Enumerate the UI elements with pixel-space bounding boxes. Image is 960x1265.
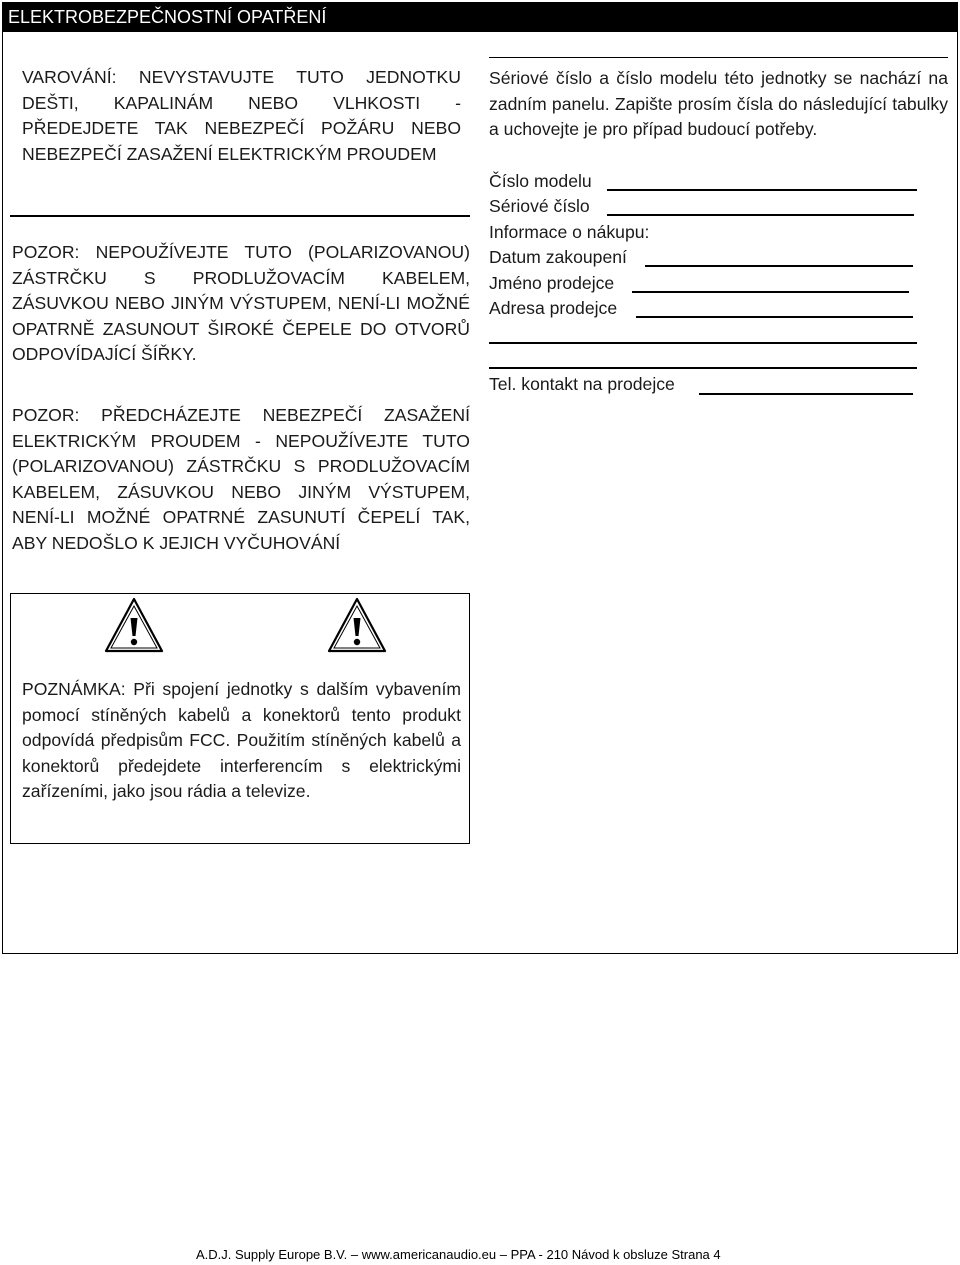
dealer-address-field-line-3[interactable] [489,367,917,369]
purchase-info-label: Informace o nákupu: [489,222,650,242]
dealer-phone-label: Tel. kontakt na prodejce [489,374,675,394]
dealer-name-label: Jméno prodejce [489,273,615,293]
serial-number-field[interactable] [607,214,914,216]
serial-info-text: Sériové číslo a číslo modelu této jednotky se nachází na zadním panelu. Zapište prosím čísla do následující tabulky a uchovejte je pro případ budoucí potřeby. [489,68,948,139]
warning-triangle-icon [103,596,165,654]
purchase-date-field[interactable] [645,265,913,267]
purchase-date-label: Datum zakoupení [489,247,627,267]
warning-text: VAROVÁNÍ: NEVYSTAVUJTE TUTO JEDNOTKU DEŠTI, KAPALINÁM NEBO VLHKOSTI - PŘEDEJDETE TAK NEBEZPEČÍ POŽÁRU NEBO NEBEZPEČÍ ZASAŽENÍ ELEKTRICKÝM PROUDEM [22,67,461,164]
dealer-address-field[interactable] [636,316,913,318]
dealer-name-field[interactable] [632,291,909,293]
dealer-phone-field[interactable] [699,393,913,395]
serial-number-label: Sériové číslo [489,196,590,216]
model-number-label: Číslo modelu [489,171,592,191]
divider-line [10,215,470,217]
right-top-rule [489,57,948,58]
fcc-note-text: POZNÁMKA: Při spojení jednotky s dalším vybavením pomocí stíněných kabelů a konektorů tento produkt odpovídá předpisům FCC. Použitím stíněných kabelů a konektorů předejdete interferencím s elektrickými zařízeními, jako jsou rádia a televize. [22,679,461,801]
section-header: ELEKTROBEZPEČNOSTNÍ OPATŘENÍ [2,2,958,32]
dealer-address-label: Adresa prodejce [489,298,618,318]
dealer-address-field-line-2[interactable] [489,342,917,344]
page-footer: A.D.J. Supply Europe B.V. – www.americanaudio.eu – PPA - 210 Návod k obsluze Strana 4 [196,1247,721,1262]
model-number-field[interactable] [607,189,917,191]
warning-triangle-icon [326,596,388,654]
caution-text-2: POZOR: PŘEDCHÁZEJTE NEBEZPEČÍ ZASAŽENÍ ELEKTRICKÝM PROUDEM - NEPOUŽÍVEJTE TUTO (POLARIZOVANOU) ZÁSTRČKU S PRODLUŽOVACÍM KABELEM, ZÁSUVKOU NEBO JINÝM VÝSTUPEM, NENÍ-LI MOŽNÉ OPATRNÉ ZASUNUTÍ ČEPELÍ TAK, ABY NEDOŠLO K JEJICH VYČUHOVÁNÍ [12,405,470,553]
caution-text-1: POZOR: NEPOUŽÍVEJTE TUTO (POLARIZOVANOU) ZÁSTRČKU S PRODLUŽOVACÍM KABELEM, ZÁSUVKOU NEBO JINÝM VÝSTUPEM, NENÍ-LI MOŽNÉ OPATRNĚ ZASUNOUT ŠIROKÉ ČEPELE DO OTVORŮ ODPOVÍDAJÍCÍ ŠÍŘKY. [12,242,470,364]
